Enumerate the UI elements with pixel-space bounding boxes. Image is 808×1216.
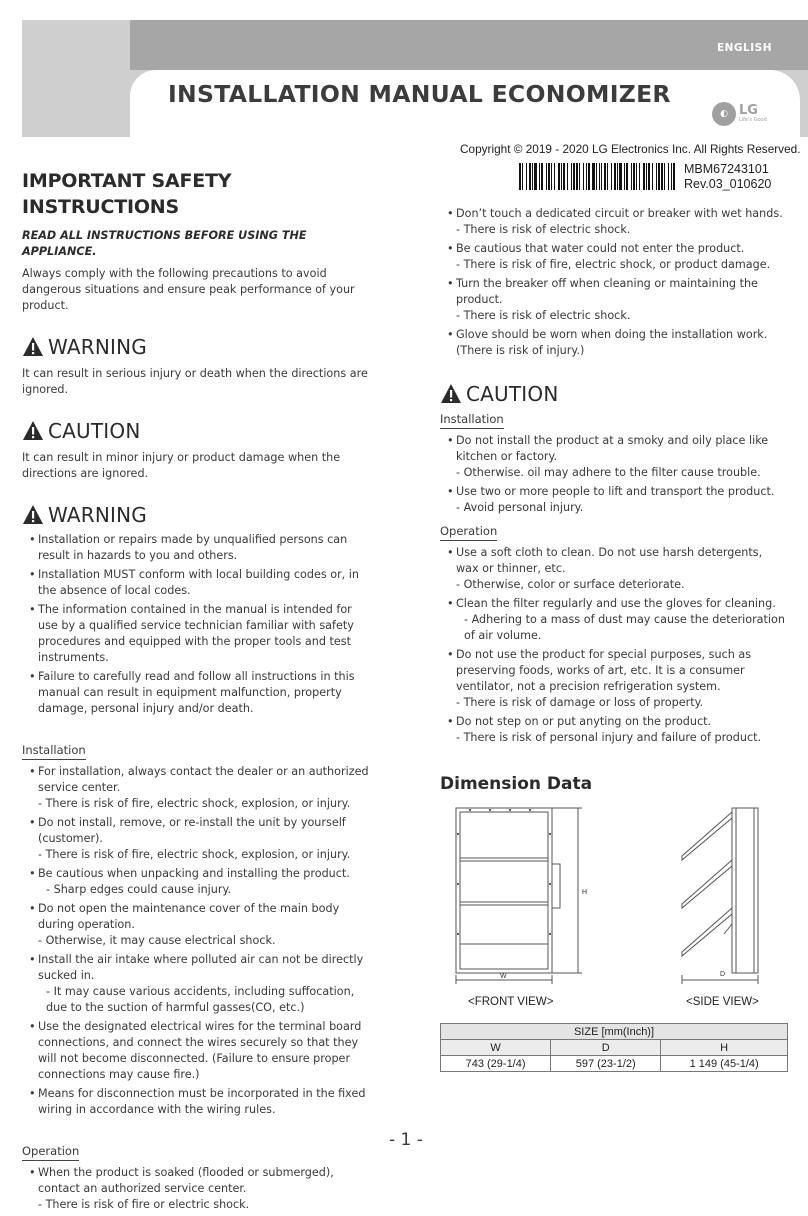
side-depth-label: D <box>720 971 726 978</box>
operation-subtitle: Operation <box>22 1143 79 1161</box>
warning-heading <box>22 334 372 360</box>
caution-title-2: CAUTION <box>466 382 559 406</box>
lg-logo-icon: ◐ <box>712 102 736 126</box>
language-label: ENGLISH <box>716 42 772 54</box>
list-item: • Use two or more people to lift and transport the product. - Avoid personal injury. <box>440 484 788 516</box>
list-item: • Glove should be worn when doing the installation work. (There is risk of injury.) <box>440 327 788 359</box>
installation-subtitle: Installation <box>440 411 504 429</box>
caution-installation-list <box>440 433 788 516</box>
list-item: • Do not use the product for special purposes, such as preserving foods, works of art, etc. It is a consumer ventilator, not a precision refrigeration system. - There is risk of damage or loss of property. <box>440 647 788 711</box>
warning-list <box>22 532 372 717</box>
list-item: • Turn the breaker off when cleaning or maintaining the product. - There is risk of electric shock. <box>440 276 788 324</box>
list-item: • Do not open the maintenance cover of the main body during operation. - Otherwise, it may cause electrical shock. <box>22 901 372 949</box>
part-number: MBM67243101 <box>684 162 769 176</box>
size-table-caption: SIZE [mm(Inch)] <box>441 1024 788 1040</box>
caution-heading <box>22 418 372 444</box>
dimension-title: Dimension Data <box>440 774 593 794</box>
logo-tagline: Life's Good <box>739 117 767 123</box>
size-header-h: H <box>661 1040 788 1056</box>
operation-subtitle: Operation <box>440 523 497 541</box>
list-item: • Don’t touch a dedicated circuit or breaker with wet hands. - There is risk of electric shock. <box>440 206 788 238</box>
side-view-label: <SIDE VIEW> <box>686 996 759 1008</box>
page-number: - 1 - <box>389 1130 423 1150</box>
warning-icon <box>22 504 44 526</box>
caution-operation-list <box>440 545 788 746</box>
installation-list <box>22 764 372 1118</box>
list-item: • Use the designated electrical wires for the terminal board connections, and connect the wires securely so that they will not become disconnected. (Failure to ensure proper connections may cause fire.) <box>22 1019 372 1083</box>
front-view-drawing <box>450 804 600 986</box>
size-value-d: 597 (23-1/2) <box>551 1056 661 1072</box>
warning-list-continued <box>440 206 788 359</box>
caution-icon <box>22 420 44 442</box>
warning-icon <box>22 336 44 358</box>
dimension-drawings <box>440 804 788 1009</box>
size-value-h: 1 149 (45-1/4) <box>661 1056 788 1072</box>
logo-text: LG <box>739 103 758 118</box>
read-all-subhead: READ ALL INSTRUCTIONS BEFORE USING THE APPLIANCE. <box>22 229 307 258</box>
front-view-label: <FRONT VIEW> <box>468 996 554 1008</box>
manual-title: INSTALLATION MANUAL ECONOMIZER <box>168 80 671 108</box>
list-item: • The information contained in the manual is intended for use by a qualified service technician familiar with safety procedures and equipped with the proper tools and test instruments. <box>22 602 372 666</box>
caution-icon <box>440 383 462 405</box>
warning-description: It can result in serious injury or death when the directions are ignored. <box>22 367 368 396</box>
list-item: • Do not install the product at a smoky and oily place like kitchen or factory. - Otherwise. oil may adhere to the filter cause trouble. <box>440 433 788 481</box>
caution-description: It can result in minor injury or product damage when the directions are ignored. <box>22 451 341 480</box>
barcode-icon <box>519 163 677 190</box>
warning-title: WARNING <box>48 335 147 359</box>
safety-title: IMPORTANT SAFETY INSTRUCTIONS <box>22 170 232 218</box>
list-item: • Installation MUST conform with local building codes or, in the absence of local codes. <box>22 567 372 599</box>
list-item: • Do not step on or put anyting on the product. - There is risk of personal injury and failure of product. <box>440 714 788 746</box>
size-header-d: D <box>551 1040 661 1056</box>
header-dark-band <box>130 20 808 70</box>
side-view-drawing <box>676 804 786 986</box>
size-value-w: 743 (29-1/4) <box>441 1056 551 1072</box>
list-item: • Install the air intake where polluted air can not be directly sucked in. - It may cause various accidents, including suffocation, due to the suction of harmful gasses(CO, etc.) <box>22 952 372 1016</box>
front-height-label: H <box>582 889 588 896</box>
right-column <box>440 206 788 1072</box>
list-item: • For installation, always contact the dealer or an authorized service center. - There is risk of fire, electric shock, explosion, or injury. <box>22 764 372 812</box>
list-item: • Do not install, remove, or re-install the unit by yourself (customer). - There is risk of fire, electric shock, explosion, or injury. <box>22 815 372 863</box>
list-item: • Installation or repairs made by unqualified persons can result in hazards to you and others. <box>22 532 372 564</box>
list-item: • Means for disconnection must be incorporated in the fixed wiring in accordance with the wiring rules. <box>22 1086 372 1118</box>
intro-text: Always comply with the following precautions to avoid dangerous situations and ensure peak performance of your product. <box>22 267 355 312</box>
list-item: • Be cautious when unpacking and installing the product. - Sharp edges could cause injury. <box>22 866 372 898</box>
revision: Rev.03_010620 <box>684 177 772 191</box>
front-width-label: W <box>500 973 507 980</box>
copyright-notice: Copyright © 2019 - 2020 LG Electronics Inc. All Rights Reserved. <box>460 142 801 156</box>
list-item: • Use a soft cloth to clean. Do not use harsh detergents, wax or thinner, etc. - Otherwise, color or surface deteriorate. <box>440 545 788 593</box>
list-item: • Clean the filter regularly and use the gloves for cleaning. - Adhering to a mass of dust may cause the deterioration of air volume. <box>440 596 788 644</box>
left-column <box>22 168 372 1216</box>
list-item: • When the product is soaked (flooded or submerged), contact an authorized service center. - There is risk of fire or electric shock. <box>22 1165 372 1213</box>
caution-heading-2 <box>440 381 788 407</box>
operation-list <box>22 1165 372 1213</box>
list-item: • Be cautious that water could not enter the product. - There is risk of fire, electric shock, or product damage. <box>440 241 788 273</box>
warning-heading-2 <box>22 502 372 528</box>
size-header-w: W <box>441 1040 551 1056</box>
part-number-block <box>684 162 771 192</box>
list-item: • Failure to carefully read and follow all instructions in this manual can result in equipment malfunction, property damage, personal injury and/or death. <box>22 669 372 717</box>
size-table <box>440 1023 788 1072</box>
warning-title-2: WARNING <box>48 503 147 527</box>
lg-logo <box>712 102 767 126</box>
caution-title: CAUTION <box>48 419 141 443</box>
installation-subtitle: Installation <box>22 742 86 760</box>
